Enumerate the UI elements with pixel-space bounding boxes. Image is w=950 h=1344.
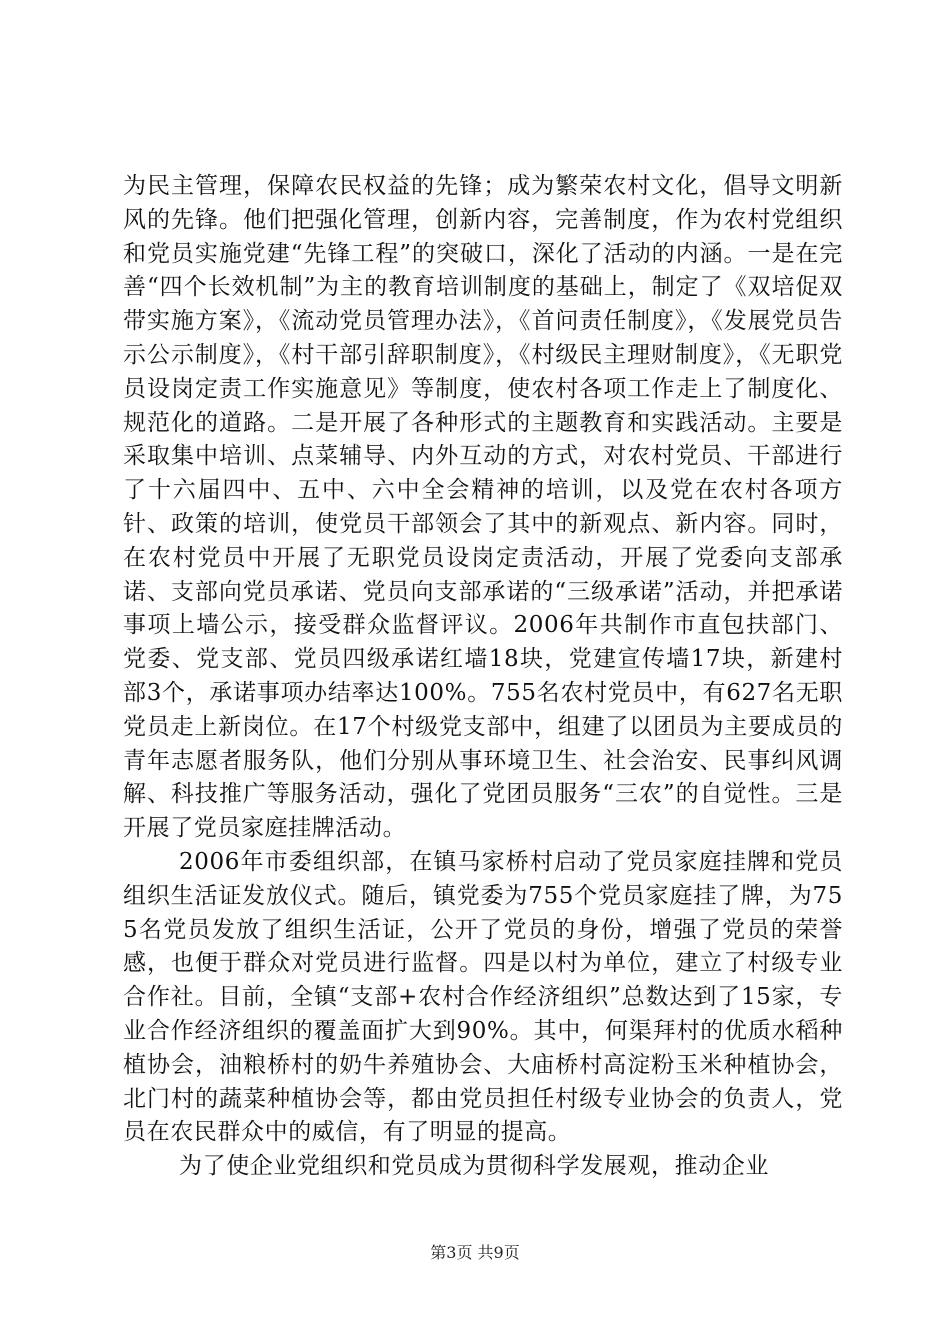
paragraph-1: 为民主管理，保障农民权益的先锋；成为繁荣农村文化，倡导文明新风的先锋。他们把强化管理，创新内容，完善制度，作为农村党组织和党员实施党建“先锋工程”的突破口，深化了活动的内涵。一是在完善“四个长效机制”为主的教育培训制度的基础上，制定了《双培促双带实施方案》，《流动党员管理办法》，《首问责任制度》，《发展党员告示公示制度》，《村干部引辞职制度》，《村级民主理财制度》，《无职党员设岗定责工作实施意见》等制度，使农村各项工作走上了制度化、规范化的道路。二是开展了各种形式的主题教育和实践活动。主要是采取集中培训、点菜辅导、内外互动的方式，对农村党员、干部进行了十六届四中、五中、六中全会精神的培训，以及党在农村各项方针、政策的培训，使党员干部领会了其中的新观点、新内容。同时，在农村党员中开展了无职党员设岗定责活动，开展了党委向支部承诺、支部向党员承诺、党员向支部承诺的“三级承诺”活动，并把承诺事项上墙公示，接受群众监督评议。2006年共制作市直包扶部门、党委、党支部、党员四级承诺红墙18块，党建宣传墙17块，新建村部3个，承诺事项办结率达100%。755名农村党员中，有627名无职党员走上新岗位。在17个村级党支部中，组建了以团员为主要成员的青年志愿者服务队，他们分别从事环境卫生、社会治安、民事纠风调解、科技推广等服务活动，强化了党团员服务“三农”的自觉性。三是开展了党员家庭挂牌活动。 <box>123 173 843 842</box>
paragraph-2: 2006年市委组织部，在镇马家桥村启动了党员家庭挂牌和党员组织生活证发放仪式。随后，镇党委为755个党员家庭挂了牌，为755名党员发放了组织生活证，公开了党员的身份，增强了党员的荣誉感，也便于群众对党员进行监督。四是以村为单位，建立了村级专业合作社。目前，全镇“支部+农村合作经济组织”总数达到了15家，专业合作经济组织的覆盖面扩大到90%。其中，何渠拜村的优质水稻种植协会，油粮桥村的奶牛养殖协会、大庙桥村高淀粉玉米种植协会，北门村的蔬菜种植协会等，都由党员担任村级专业协会的负责人，党员在农民群众中的威信，有了明显的提高。 <box>123 848 843 1146</box>
body-text <box>123 170 843 1184</box>
page-footer: 第3页 共9页 <box>430 1243 520 1262</box>
paragraph-3: 为了使企业党组织和党员成为贯彻科学发展观，推动企业 <box>179 1153 769 1180</box>
